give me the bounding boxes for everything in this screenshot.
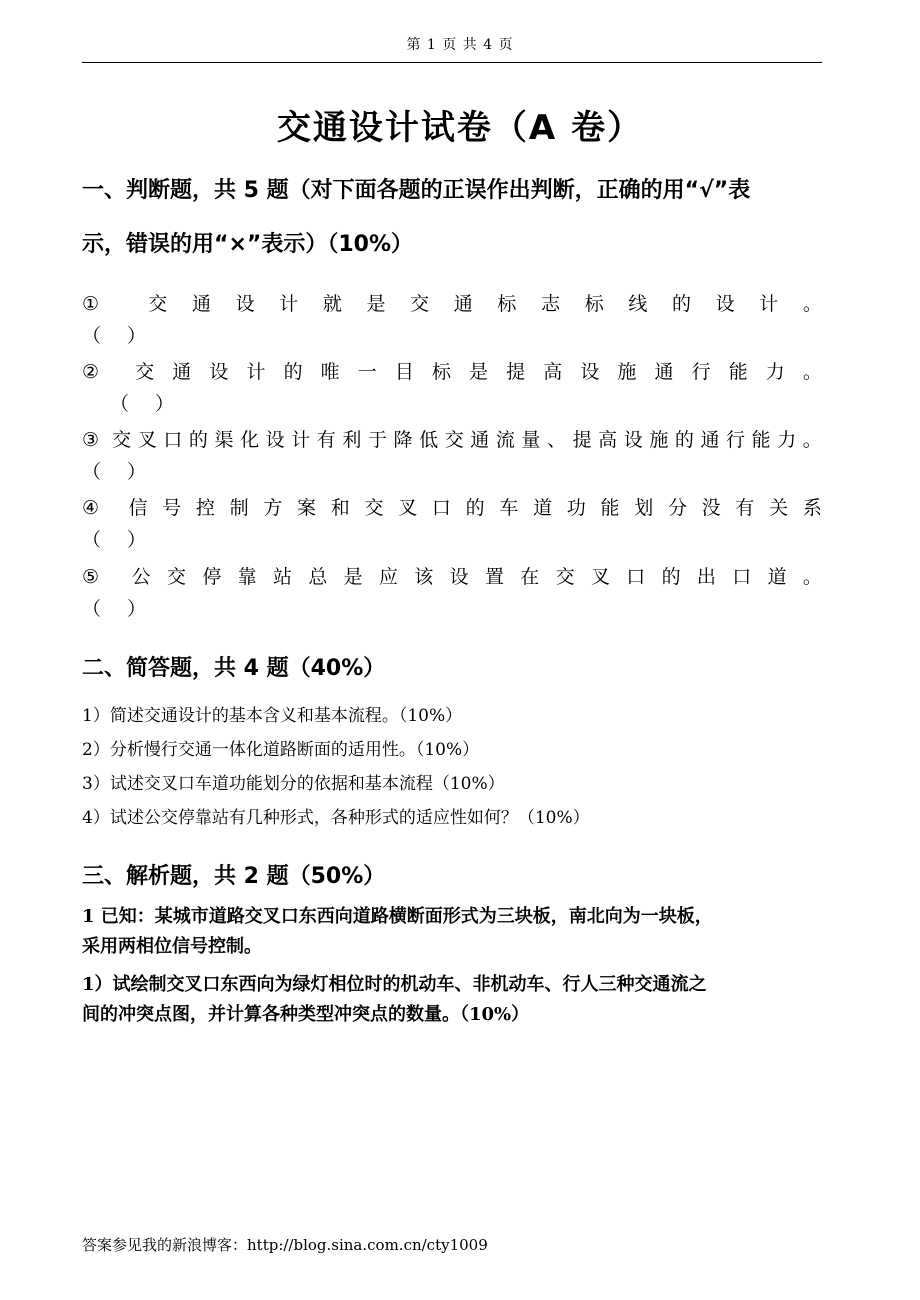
- tf-question-1: [82, 288, 822, 352]
- tf-question-line: [82, 561, 822, 593]
- question-char: 设: [623, 429, 643, 451]
- question-char: 交: [410, 293, 430, 315]
- question-char: 设: [580, 361, 600, 383]
- question-char: 施: [617, 361, 637, 383]
- question-char: 提: [506, 361, 526, 383]
- question-char: 计: [279, 293, 299, 315]
- tf-question-line: [82, 356, 822, 388]
- question-char: 、: [547, 429, 567, 451]
- question-marker: ②: [82, 361, 100, 383]
- short-answer-item: 1）简述交通设计的基本含义和基本流程。（10%）: [82, 706, 463, 726]
- question-char: 。: [802, 361, 822, 383]
- question-char: 通: [700, 429, 720, 451]
- short-answer-item: 4）试述公交停靠站有几种形式，各种形式的适应性如何？（10%）: [82, 808, 590, 828]
- question-char: 通: [191, 293, 211, 315]
- question-char: 功: [566, 497, 586, 519]
- question-char: 站: [272, 566, 292, 588]
- question-char: 是: [343, 566, 363, 588]
- short-answer-item: 2）分析慢行交通一体化道路断面的适用性。（10%）: [82, 740, 480, 760]
- question-char: 没: [701, 497, 721, 519]
- question-char: 交: [555, 566, 575, 588]
- question-char: 能: [600, 497, 620, 519]
- tf-question-3: [82, 424, 822, 488]
- question-char: 划: [634, 497, 654, 519]
- question-char: 行: [691, 361, 711, 383]
- tf-question-5: [82, 561, 822, 625]
- question-char: 目: [394, 361, 414, 383]
- question-char: 。: [802, 429, 822, 451]
- question-char: 分: [667, 497, 687, 519]
- question-char: 能: [751, 429, 771, 451]
- question-char: 于: [367, 429, 387, 451]
- question-char: 设: [449, 566, 469, 588]
- section2-heading: 二、简答题，共 4 题（40%）: [82, 656, 386, 681]
- question-char: 力: [777, 429, 797, 451]
- answer-paren[interactable]: （ ）: [82, 598, 157, 620]
- question-char: 计: [291, 429, 311, 451]
- question-char: 置: [484, 566, 504, 588]
- question-char: 停: [202, 566, 222, 588]
- question-char: 叉: [590, 566, 610, 588]
- question-char: 。: [802, 566, 822, 588]
- question-char: 线: [628, 293, 648, 315]
- question-char: 通: [654, 361, 674, 383]
- question-char: 交: [112, 429, 132, 451]
- question-char: 道: [767, 566, 787, 588]
- header-rule: [82, 62, 822, 63]
- question-char: 方: [263, 497, 283, 519]
- tf-question-line: [82, 424, 822, 456]
- question-char: 的: [671, 293, 691, 315]
- question-char: 的: [465, 497, 485, 519]
- question-char: 的: [674, 429, 694, 451]
- tf-question-line: [82, 288, 822, 320]
- question-char: 靠: [237, 566, 257, 588]
- question-char: 能: [728, 361, 748, 383]
- question-char: 控: [195, 497, 215, 519]
- question-char: 化: [240, 429, 260, 451]
- question-char: 是: [366, 293, 386, 315]
- question-char: 计: [246, 361, 266, 383]
- question-char: 关: [769, 497, 789, 519]
- question-char: 力: [765, 361, 785, 383]
- page-indicator: 第 1 页 共 4 页: [406, 37, 514, 53]
- question-char: 降: [393, 429, 413, 451]
- question-char: 的: [188, 429, 208, 451]
- question-marker: ①: [82, 293, 100, 315]
- answer-paren[interactable]: （ ）: [82, 529, 157, 551]
- analysis-question-line2: 间的冲突点图，并计算各种类型冲突点的数量。（10%）: [82, 1004, 530, 1025]
- question-char: 标: [431, 361, 451, 383]
- question-char: 施: [649, 429, 669, 451]
- question-char: 号: [162, 497, 182, 519]
- question-char: 一: [357, 361, 377, 383]
- question-char: 低: [419, 429, 439, 451]
- question-char: 提: [572, 429, 592, 451]
- question-char: 公: [131, 566, 151, 588]
- question-char: 叉: [398, 497, 418, 519]
- question-char: 高: [598, 429, 618, 451]
- question-char: 交: [148, 293, 168, 315]
- question-char: 的: [283, 361, 303, 383]
- question-char: 是: [469, 361, 489, 383]
- question-char: 叉: [137, 429, 157, 451]
- analysis-given-line2: 采用两相位信号控制。: [82, 936, 262, 957]
- question-char: 设: [715, 293, 735, 315]
- question-char: 交: [444, 429, 464, 451]
- question-char: 计: [759, 293, 779, 315]
- question-char: 口: [431, 497, 451, 519]
- answer-paren[interactable]: （ ）: [110, 393, 185, 415]
- question-char: 设: [235, 293, 255, 315]
- question-char: 。: [802, 293, 822, 315]
- question-char: 通: [453, 293, 473, 315]
- tf-question-4: [82, 492, 822, 556]
- question-char: 流: [495, 429, 515, 451]
- question-char: 交: [364, 497, 384, 519]
- question-char: 有: [316, 429, 336, 451]
- question-char: 的: [661, 566, 681, 588]
- page-title: 交通设计试卷（A 卷）: [276, 108, 644, 148]
- question-char: 唯: [320, 361, 340, 383]
- answer-paren[interactable]: （ ）: [82, 325, 157, 347]
- question-char: 车: [499, 497, 519, 519]
- question-char: 行: [726, 429, 746, 451]
- tf-question-2: [82, 356, 822, 420]
- question-char: 总: [308, 566, 328, 588]
- question-marker: ⑤: [82, 566, 100, 588]
- question-char: 案: [297, 497, 317, 519]
- question-char: 就: [322, 293, 342, 315]
- short-answer-item: 3）试述交叉口车道功能划分的依据和基本流程（10%）: [82, 774, 505, 794]
- question-char: 有: [735, 497, 755, 519]
- question-char: 通: [470, 429, 490, 451]
- question-char: 信: [128, 497, 148, 519]
- analysis-question-line1: 1）试绘制交叉口东西向为绿灯相位时的机动车、非机动车、行人三种交通流之: [82, 974, 707, 995]
- question-char: 高: [543, 361, 563, 383]
- question-char: 应: [378, 566, 398, 588]
- question-char: 志: [541, 293, 561, 315]
- question-char: 标: [584, 293, 604, 315]
- question-char: 设: [209, 361, 229, 383]
- question-char: 渠: [214, 429, 234, 451]
- question-char: 系: [802, 497, 822, 519]
- question-char: 口: [626, 566, 646, 588]
- question-char: 口: [732, 566, 752, 588]
- question-char: 量: [521, 429, 541, 451]
- section3-heading: 三、解析题，共 2 题（50%）: [82, 864, 386, 889]
- question-char: 设: [265, 429, 285, 451]
- question-char: 通: [172, 361, 192, 383]
- section1-heading-line2: 示，错误的用“×”表示）（10%）: [82, 232, 414, 257]
- section1-heading-line1: 一、判断题，共 5 题（对下面各题的正误作出判断，正确的用“√”表: [82, 178, 751, 203]
- question-char: 标: [497, 293, 517, 315]
- question-char: 道: [533, 497, 553, 519]
- answer-paren[interactable]: （ ）: [82, 461, 157, 483]
- footer-blog-link[interactable]: 答案参见我的新浪博客：http://blog.sina.com.cn/cty1009: [82, 1236, 488, 1254]
- question-char: 和: [330, 497, 350, 519]
- question-char: 该: [414, 566, 434, 588]
- question-char: 出: [696, 566, 716, 588]
- question-char: 在: [520, 566, 540, 588]
- question-char: 利: [342, 429, 362, 451]
- analysis-given-line1: 1 已知：某城市道路交叉口东西向道路横断面形式为三块板，南北向为一块板，: [82, 906, 713, 927]
- question-char: 制: [229, 497, 249, 519]
- question-marker: ④: [82, 497, 100, 519]
- question-marker: ③: [82, 429, 100, 451]
- question-char: 口: [163, 429, 183, 451]
- question-char: 交: [167, 566, 187, 588]
- tf-question-line: [82, 492, 822, 524]
- question-char: 交: [135, 361, 155, 383]
